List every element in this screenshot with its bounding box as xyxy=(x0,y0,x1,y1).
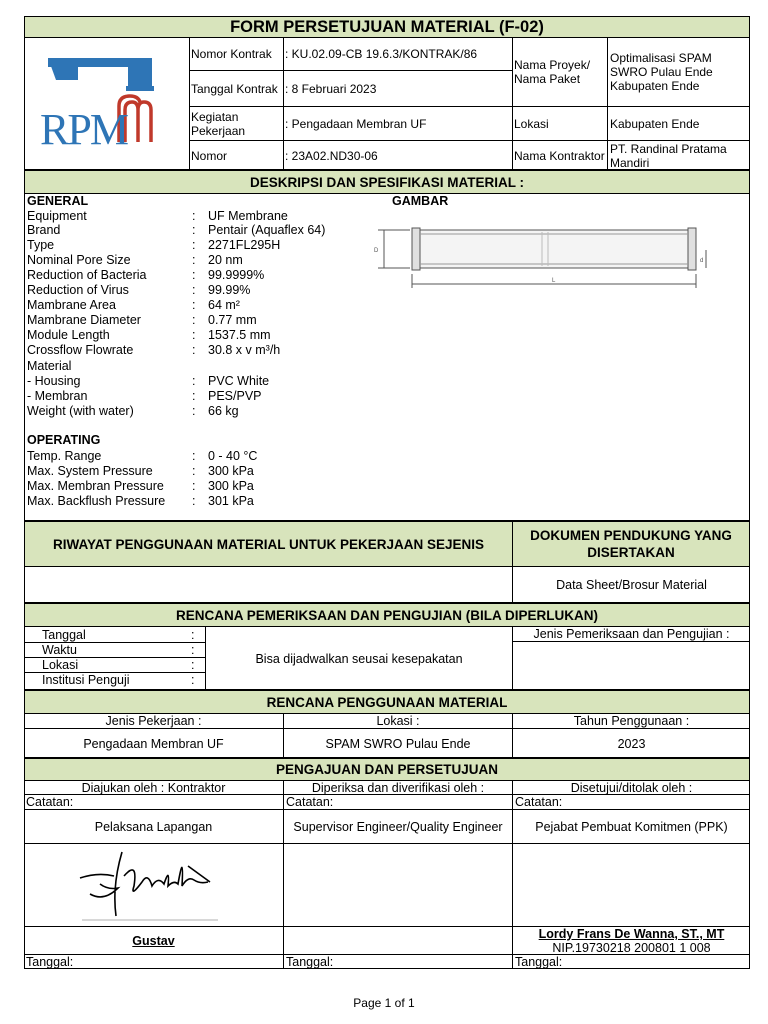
spec-label: Nominal Pore Size xyxy=(27,253,131,268)
role-supervisor: Supervisor Engineer/Quality Engineer xyxy=(293,819,503,834)
spec-label: Module Length xyxy=(27,327,110,342)
nomor-kontrak-value: : KU.02.09-CB 19.6.3/KONTRAK/86 xyxy=(285,47,478,61)
operating-heading: OPERATING xyxy=(27,433,101,447)
catatan-kontraktor: Catatan: xyxy=(26,795,74,809)
pemeriksaan-colon: : xyxy=(191,657,195,672)
page-number: Page 1 of 1 xyxy=(353,996,415,1010)
spec-label: Mambrane Diameter xyxy=(27,312,141,327)
spec-label: - Housing xyxy=(27,374,81,388)
logo-text: RPM xyxy=(40,105,127,154)
spec-value-text: 99.99% xyxy=(208,283,251,297)
spec-value: : PES/PVP xyxy=(192,389,262,403)
membrane-drawing xyxy=(372,220,708,292)
dokumen-title: DOKUMEN PENDUKUNG YANG DISERTAKAN xyxy=(530,528,732,560)
pemeriksaan-colon: : xyxy=(191,642,195,657)
spec-label: Equipment xyxy=(27,208,87,223)
pemeriksaan-note: Bisa dijadwalkan seusai kesepakatan xyxy=(255,651,463,666)
spec-value-text: UF Membrane xyxy=(208,208,288,223)
tanggal-ppk: Tanggal: xyxy=(515,955,563,969)
kontraktor-label: Nama Kontraktor xyxy=(514,148,605,163)
spec-value: : 30.8 x v m³/h xyxy=(192,342,281,357)
material-heading: Material xyxy=(27,359,72,373)
spec-value-text: Pentair (Aquaflex 64) xyxy=(208,223,326,238)
pengajuan-header-diajukan: Diajukan oleh : Kontraktor xyxy=(81,781,226,794)
pemeriksaan-colon: : xyxy=(191,672,195,687)
penggunaan-value-jenis: Pengadaan Membran UF xyxy=(83,736,224,751)
pengajuan-band xyxy=(24,758,750,781)
nama-proyek-value: Optimalisasi SPAM SWRO Pulau Ende Kabupaten Ende xyxy=(610,51,713,93)
kontraktor-value: PT. Randinal Pratama Mandiri xyxy=(610,141,727,170)
svg-text:D: D xyxy=(374,248,379,254)
spec-value-text: 64 m² xyxy=(208,297,240,312)
nomor-value: : 23A02.ND30-06 xyxy=(285,148,378,163)
signature-graphic xyxy=(78,846,224,924)
spec-value: : 2271FL295H xyxy=(192,238,281,253)
pemeriksaan-band xyxy=(24,603,750,627)
general-heading: GENERAL xyxy=(27,194,89,208)
pemeriksaan-label: Institusi Penguji xyxy=(42,672,130,687)
penggunaan-header-tahun: Tahun Penggunaan : xyxy=(573,714,690,728)
spec-value: : 300 kPa xyxy=(192,463,254,478)
kegiatan-value: : Pengadaan Membran UF xyxy=(285,116,427,131)
pemeriksaan-label: Waktu xyxy=(42,642,77,657)
spec-value: : 99.99% xyxy=(192,283,251,297)
gambar-heading: GAMBAR xyxy=(392,194,449,208)
nomor-kontrak-label: Nomor Kontrak xyxy=(191,47,272,61)
lokasi-value: Kabupaten Ende xyxy=(610,116,700,131)
tanggal-kontrak-value: : 8 Februari 2023 xyxy=(285,81,377,96)
penggunaan-title: RENCANA PENGGUNAAN MATERIAL xyxy=(266,694,508,710)
spec-value: : 64 m² xyxy=(192,297,240,312)
nama-proyek-label: Nama Proyek/ Nama Paket xyxy=(514,58,591,86)
spec-label: Weight (with water) xyxy=(27,404,134,418)
penggunaan-value-lokasi: SPAM SWRO Pulau Ende xyxy=(325,736,471,751)
signer-name-right: Lordy Frans De Wanna, ST., MT xyxy=(538,927,725,941)
spec-value: : 66 kg xyxy=(192,404,239,418)
lokasi-label: Lokasi xyxy=(514,116,549,131)
nomor-label: Nomor xyxy=(191,148,228,163)
penggunaan-header-jenis: Jenis Pekerjaan : xyxy=(105,714,202,728)
spec-value: : 20 nm xyxy=(192,253,243,268)
spec-label: Max. System Pressure xyxy=(27,463,153,478)
spec-label: Crossflow Flowrate xyxy=(27,342,134,357)
spec-value: : 0.77 mm xyxy=(192,312,257,327)
spec-value-text: 66 kg xyxy=(208,404,239,418)
riwayat-band xyxy=(24,521,513,567)
spec-value: : UF Membrane xyxy=(192,208,288,223)
spec-label: Reduction of Bacteria xyxy=(27,268,147,283)
spec-label: Type xyxy=(27,238,55,253)
spec-label: Reduction of Virus xyxy=(27,283,129,297)
rpm-logo xyxy=(40,52,160,154)
signer-name-left: Gustav xyxy=(132,933,175,948)
tanggal-kontrak-label: Tanggal Kontrak xyxy=(191,81,278,96)
spec-value-text: 99.9999% xyxy=(208,268,265,283)
spec-value: : PVC White xyxy=(192,374,270,388)
spec-value-text: 30.8 x v m³/h xyxy=(208,342,281,357)
penggunaan-value-tahun: 2023 xyxy=(617,736,646,751)
spec-value-text: 1537.5 mm xyxy=(208,327,271,342)
spec-value: : 301 kPa xyxy=(192,493,254,508)
spec-value-text: PES/PVP xyxy=(208,389,262,403)
penggunaan-header-lokasi: Lokasi : xyxy=(376,714,420,728)
pengajuan-header-disetujui: Disetujui/ditolak oleh : xyxy=(570,781,693,794)
form-title xyxy=(24,16,750,38)
tanggal-supervisor: Tanggal: xyxy=(286,955,334,969)
penggunaan-band xyxy=(24,690,750,714)
spec-value-text: 301 kPa xyxy=(208,493,254,508)
spec-value-text: 300 kPa xyxy=(208,463,254,478)
jenis-pemeriksaan-label: Jenis Pemeriksaan dan Pengujian : xyxy=(533,627,730,641)
spec-value: : 99.9999% xyxy=(192,268,265,283)
spec-value: : 1537.5 mm xyxy=(192,327,271,342)
svg-text:L: L xyxy=(552,278,556,284)
catatan-ppk: Catatan: xyxy=(515,795,563,809)
spec-label: Temp. Range xyxy=(27,449,102,463)
spec-value: : 300 kPa xyxy=(192,478,254,493)
spec-band xyxy=(24,170,750,194)
spec-value: : 0 - 40 °C xyxy=(192,449,258,463)
role-pelaksana: Pelaksana Lapangan xyxy=(94,819,213,834)
spec-value-text: 0 - 40 °C xyxy=(208,449,258,463)
spec-value-text: 2271FL295H xyxy=(208,238,281,253)
spec-value-text: 300 kPa xyxy=(208,478,254,493)
signer-nip-right: NIP.19730218 200801 1 008 xyxy=(552,941,711,954)
pemeriksaan-title: RENCANA PEMERIKSAAN DAN PENGUJIAN (BILA DIPERLUKAN) xyxy=(175,607,598,623)
svg-text:d: d xyxy=(700,258,704,264)
spec-value-text: 0.77 mm xyxy=(208,312,257,327)
signature-gustav xyxy=(78,846,224,924)
dokumen-band xyxy=(512,521,750,567)
spec-label: Mambrane Area xyxy=(27,297,116,312)
spec-label: Max. Membran Pressure xyxy=(27,478,164,493)
form-title-text: FORM PERSETUJUAN MATERIAL (F-02) xyxy=(230,17,544,36)
pemeriksaan-colon: : xyxy=(191,627,195,642)
pemeriksaan-label: Lokasi xyxy=(42,657,79,672)
dokumen-value: Data Sheet/Brosur Material xyxy=(556,578,707,592)
pemeriksaan-label: Tanggal xyxy=(42,627,86,642)
spec-value: : Pentair (Aquaflex 64) xyxy=(192,223,326,238)
spec-value-text: PVC White xyxy=(208,374,270,388)
spec-label: Brand xyxy=(27,223,61,238)
membrane-module-diagram xyxy=(372,220,708,292)
catatan-supervisor: Catatan: xyxy=(286,795,334,809)
pengajuan-title: PENGAJUAN DAN PERSETUJUAN xyxy=(275,762,499,777)
pengajuan-header-diperiksa: Diperiksa dan diverifikasi oleh : xyxy=(311,781,485,794)
riwayat-title: RIWAYAT PENGGUNAAN MATERIAL UNTUK PEKERJAAN SEJENIS xyxy=(52,536,485,552)
tanggal-kontraktor: Tanggal: xyxy=(26,955,74,969)
spec-label: Max. Backflush Pressure xyxy=(27,493,166,508)
role-ppk: Pejabat Pembuat Komitmen (PPK) xyxy=(535,819,728,834)
spec-value-text: 20 nm xyxy=(208,253,243,268)
kegiatan-label: Kegiatan Pekerjaan xyxy=(191,109,246,138)
spec-band-title: DESKRIPSI DAN SPESIFIKASI MATERIAL : xyxy=(249,174,525,190)
spec-label: - Membran xyxy=(27,389,88,403)
